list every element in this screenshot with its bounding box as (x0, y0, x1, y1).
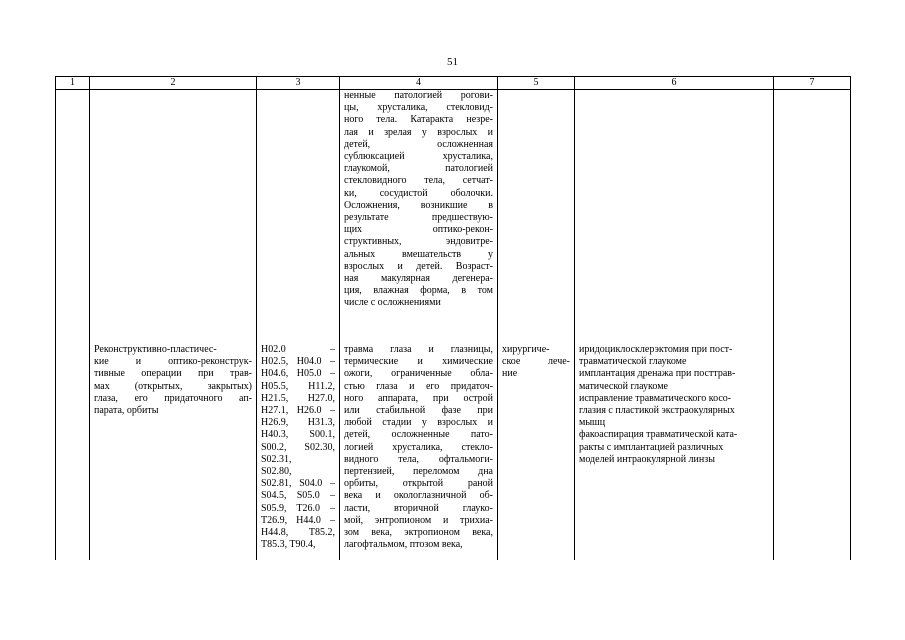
cell-text-line: S00.2, S02.30, (261, 441, 335, 453)
column-number-row (56, 77, 851, 90)
cell-text-line: мах (открытых, закрытых) (94, 380, 252, 392)
cell-text-line: глаукомой, патологией (344, 163, 493, 175)
cell-text-line: или стабильной фазе при (344, 405, 493, 417)
cell-text-line: парата, орбиты (94, 405, 159, 417)
cell-text-line: мой, энтропионом и трихиа- (344, 514, 493, 526)
column-number-5: 5 (498, 77, 575, 90)
spacer-row (56, 330, 851, 344)
cell-text-line: моделей интраокулярной линзы (579, 453, 715, 465)
treatment-type-cell (498, 344, 575, 560)
cell-text-line: зом века, эктропионом века, (344, 527, 493, 539)
continued-cell-1 (56, 90, 90, 331)
cell-text-line: детей, осложненные пато- (344, 429, 493, 441)
cell-text-line: H44.8, T85.2, (261, 527, 335, 539)
treatment-method-cell (575, 344, 774, 560)
cell-text-line: ного аппарата, при острой (344, 392, 493, 404)
continued-cell-3 (257, 90, 340, 331)
cell-text-line: иридоциклосклерэктомия при пост- (579, 344, 733, 355)
cell-text-line: травма глаза и глазницы, (344, 344, 493, 355)
row-number-cell (56, 344, 90, 560)
cell-text-line: ки, сосудистой оболочки. (344, 187, 493, 199)
cell-text-line: лагофтальмом, птозом века, (344, 539, 463, 551)
cell-text-line: видного тела, офтальмоги- (344, 453, 493, 465)
cell-text-line: H26.9, H31.3, (261, 417, 335, 429)
cell-text-line: S02.81, S04.0 – (261, 478, 335, 490)
column-number-3: 3 (257, 77, 340, 90)
cell-text-line: термические и химические (344, 356, 493, 368)
cell-text-line: щих оптико-рекон- (344, 224, 493, 236)
cell-text-line: любой стадии у взрослых и (344, 417, 493, 429)
cell-text-line: лая и зрелая у взрослых и (344, 126, 493, 138)
cell-text-line: глазия с пластикой экстраокулярных (579, 405, 735, 417)
cell-text-line: Осложнения, возникшие в (344, 199, 493, 211)
continued-cell-6 (575, 90, 774, 331)
cell-text-line: орбиты, открытой раной (344, 478, 493, 490)
cell-text-line: ная макулярная дегенера- (344, 273, 493, 285)
cell-text-line: S02.31, (261, 453, 292, 465)
cell-text-line: стекловидного тела, сетчат- (344, 175, 493, 187)
cell-text-line: ного тела. Катаракта незре- (344, 114, 493, 126)
column-number-1: 1 (56, 77, 90, 90)
cell-text-line: S05.9, T26.0 – (261, 502, 335, 514)
continued-cell-7 (774, 90, 851, 331)
cell-text-line: Реконструктивно-пластичес- (94, 344, 217, 355)
cell-text-line: H21.5, H27.0, (261, 392, 335, 404)
column-number-7: 7 (774, 77, 851, 90)
cell-text-line: альных вмешательств у (344, 248, 493, 260)
cost-cell (774, 344, 851, 560)
cell-text-line: века и окологлазничной об- (344, 490, 493, 502)
cell-text-line: ласти, вторичной глауко- (344, 502, 493, 514)
cell-text-line: детей, осложненная (344, 138, 493, 150)
cell-text-line: S04.5, S05.0 – (261, 490, 335, 502)
cell-text-line: T26.9, H44.0 – (261, 514, 335, 526)
cell-text-line: травматической глаукоме (579, 356, 687, 368)
cell-text-line: ракты с имплантацией различных (579, 441, 724, 453)
icd-codes-cell (257, 344, 340, 560)
cell-text-line: H05.5, H11.2, (261, 380, 335, 392)
diagnosis-cell (340, 344, 498, 560)
column-number-2: 2 (90, 77, 257, 90)
cell-text-line: ция, влажная форма, в том (344, 285, 493, 297)
cell-text-line: ское лече- (502, 356, 570, 368)
column-number-4: 4 (340, 77, 498, 90)
continued-row (56, 90, 851, 331)
cell-text-line: S02.80, (261, 466, 292, 478)
continued-cell-2 (90, 90, 257, 331)
procedure-row (56, 344, 851, 560)
cell-text-line: глаза, его придаточного ап- (94, 392, 252, 404)
cell-text-line: матической глаукоме (579, 380, 668, 392)
cell-text-line: стью глаза и его придаточ- (344, 380, 493, 392)
cell-text-line: тивные операции при трав- (94, 368, 252, 380)
cell-text-line: цы, хрусталика, стекловид- (344, 102, 493, 114)
cell-text-line: имплантация дренажа при посттрав- (579, 368, 736, 380)
cell-text-line: H02.0 – (261, 344, 335, 355)
cell-text-line: факоаспирация травматической ката- (579, 429, 738, 441)
cell-text-line: структивных, эндовитре- (344, 236, 493, 248)
cell-text-line: сублюксацией хрусталика, (344, 151, 493, 163)
cell-text-line: ожоги, ограниченные обла- (344, 368, 493, 380)
cell-text-line: H04.6, H05.0 – (261, 368, 335, 380)
cell-text-line: ненные патологией рогови- (344, 90, 493, 101)
cell-text-line: H40.3, S00.1, (261, 429, 335, 441)
cell-text-line: взрослых и детей. Возраст- (344, 260, 493, 272)
cell-text-line: числе с осложнениями (344, 297, 441, 309)
cell-text-line: исправление травматического косо- (579, 392, 732, 404)
cell-text-line: логией хрусталика, стекло- (344, 441, 493, 453)
cell-text-line: пертензией, переломом дна (344, 466, 493, 478)
cell-text-line: мышц (579, 417, 606, 429)
cell-text-line: T85.3, T90.4, (261, 539, 316, 551)
cell-text-line: H02.5, H04.0 – (261, 356, 335, 368)
continued-cell-5 (498, 90, 575, 331)
cell-text-line: хирургиче- (502, 344, 550, 355)
procedures-table (55, 76, 851, 560)
cell-text-line: кие и оптико-реконструк- (94, 356, 252, 368)
cell-text-line: ние (502, 368, 518, 380)
column-number-6: 6 (575, 77, 774, 90)
cell-text-line: результате предшествую- (344, 212, 493, 224)
continued-diagnosis-cell (340, 90, 498, 331)
procedure-name-cell (90, 344, 257, 560)
cell-text-line: H27.1, H26.0 – (261, 405, 335, 417)
page-number: 51 (447, 56, 458, 68)
